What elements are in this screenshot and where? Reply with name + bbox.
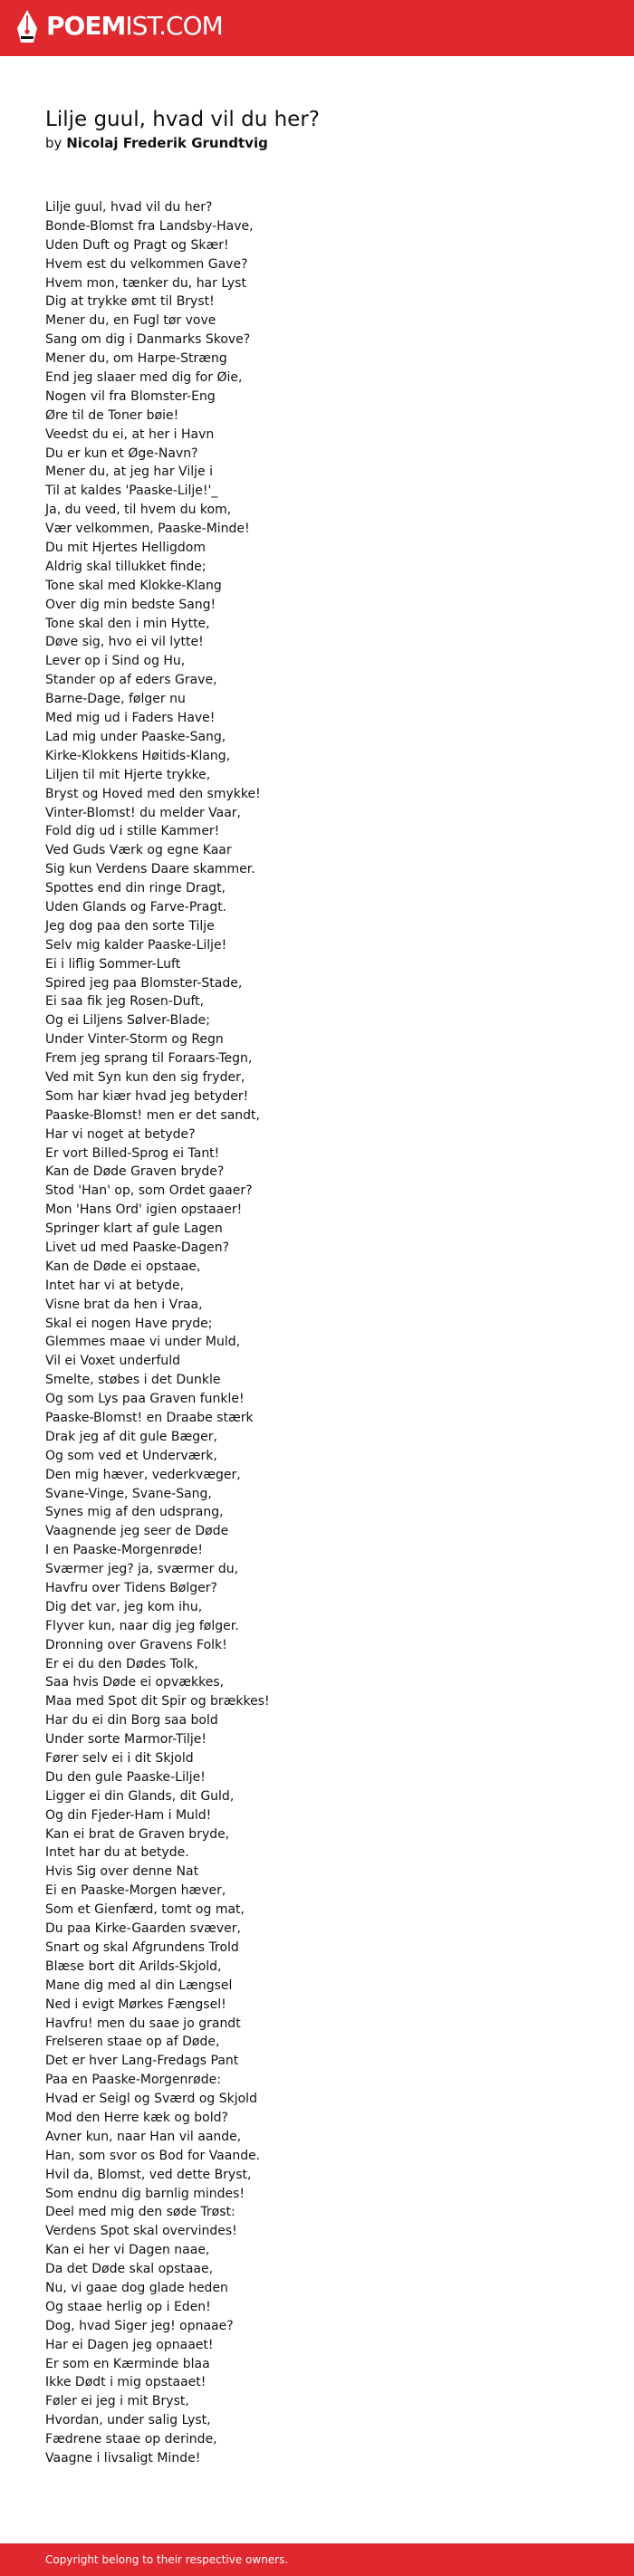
poem-line: Sig kun Verdens Daare skammer.: [45, 862, 255, 877]
poem-line: Synes mig af den udsprang,: [45, 1505, 224, 1520]
poem-line: Spired jeg paa Blomster-Stade,: [45, 975, 243, 991]
poem-line: Det er hver Lang-Fredags Pant: [45, 2054, 239, 2069]
poem-line: Dig at trykke ømt til Bryst!: [45, 294, 215, 310]
poem-line: Som endnu dig barnlig mindes!: [45, 2186, 245, 2201]
poem-line: Svane-Vinge, Svane-Sang,: [45, 1486, 212, 1501]
poem-body: [45, 198, 589, 2468]
poem-line: Barne-Dage, følger nu: [45, 692, 186, 707]
poem-line: Er som en Kærminde blaa: [45, 2356, 210, 2371]
poem-line: Under sorte Marmor-Tilje!: [45, 1732, 207, 1748]
poem-line: Som har kiær hvad jeg betyder!: [45, 1088, 249, 1104]
poem-line: Nu, vi gaae dog glade heden: [45, 2280, 228, 2295]
poem-line: Skal ei nogen Have pryde;: [45, 1316, 213, 1331]
poem-line: Og ei Liljens Sølver-Blade;: [45, 1013, 210, 1029]
poem-title: Lilje guul, hvad vil du her?: [45, 108, 320, 131]
poem-line: Nogen vil fra Blomster-Eng: [45, 388, 216, 404]
poem-line: Ei en Paaske-Morgen hæver,: [45, 1883, 226, 1899]
poem-line: Paaske-Blomst! en Draabe stærk: [45, 1411, 254, 1425]
poem-line: Veedst du ei, at her i Havn: [45, 426, 215, 442]
brand-bold: POEM: [46, 11, 126, 41]
poem-line: Ikke Dødt i mig opstaaet!: [45, 2375, 207, 2390]
poem-line: Ja, du veed, til hvem du kom,: [45, 503, 232, 518]
poem-line: Vær velkommen, Paaske-Minde!: [45, 522, 250, 537]
poem-line: Tone skal den i min Hytte,: [45, 616, 210, 631]
poem-line: Vaagne i livsaligt Minde!: [45, 2450, 201, 2466]
poem-line: Frem jeg sprang til Foraars-Tegn,: [45, 1051, 253, 1067]
poem-line: Øre til de Toner bøie!: [45, 407, 179, 423]
poem-line: Liljen til mit Hjerte trykke,: [45, 767, 211, 782]
poem-line: Stander op af eders Grave,: [45, 673, 217, 688]
poem-line: Og din Fjeder-Ham i Muld!: [45, 1807, 212, 1823]
poem-line: Saa hvis Døde ei opvækkes,: [45, 1675, 225, 1690]
poem-line: Ned i evigt Mørkes Fængsel!: [45, 1997, 226, 2012]
poem-line: Og som ved et Underværk,: [45, 1448, 217, 1463]
poem-line: Frelseren staae op af Døde,: [45, 2035, 220, 2050]
poem-line: Ligger ei din Glands, dit Guld,: [45, 1788, 235, 1804]
poem-line: Hvordan, under salig Lyst,: [45, 2413, 211, 2428]
poem-line: Ved Guds Værk og egne Kaar: [45, 843, 232, 858]
poem-line: Sang om dig i Danmarks Skove?: [45, 332, 251, 348]
poem-line: Med mig ud i Faders Have!: [45, 711, 216, 726]
poem-line: Du mit Hjertes Helligdom: [45, 541, 206, 556]
poem-line: Snart og skal Afgrundens Trold: [45, 1939, 239, 1955]
poem-line: Dog, hvad Siger jeg! opnaae?: [45, 2318, 234, 2333]
poem-line: Intet har du at betyde.: [45, 1845, 189, 1861]
copyright-text: Copyright belong to their respective owners.: [45, 2553, 289, 2566]
poem-line: Deel med mig den søde Trøst:: [45, 2205, 235, 2220]
poem-line: Livet ud med Paaske-Dagen?: [45, 1240, 230, 1255]
poem-line: Spottes end din ringe Dragt,: [45, 881, 226, 896]
poem-line: Havfru! men du saae jo grandt: [45, 2016, 241, 2031]
poem-line: End jeg slaaer med dig for Øie,: [45, 370, 243, 386]
poem-line: Som et Gienfærd, tomt og mat,: [45, 1902, 245, 1918]
poem-line: Blæse bort dit Arilds-Skjold,: [45, 1958, 222, 1974]
poem-line: Og som Lys paa Graven funkle!: [45, 1392, 245, 1407]
poem-line: Du paa Kirke-Gaarden svæver,: [45, 1921, 241, 1937]
poem-line: Lad mig under Paaske-Sang,: [45, 729, 226, 744]
poem-line: Kan ei her vi Dagen naae,: [45, 2243, 210, 2258]
poem-line: Har ei Dagen jeg opnaaet!: [45, 2337, 214, 2352]
poem-line: Vinter-Blomst! du melder Vaar,: [45, 805, 242, 820]
poem-line: Til at kaldes 'Paaske-Lilje!'_: [45, 484, 218, 499]
poem-line: Tone skal med Klokke-Klang: [45, 578, 222, 593]
poem-line: Paa en Paaske-Morgenrøde:: [45, 2073, 221, 2088]
poem-line: Vaagnende jeg seer de Døde: [45, 1524, 229, 1539]
author-name: Nicolaj Frederik Grundtvig: [66, 135, 268, 151]
poem-line: Er vort Billed-Sprog ei Tant!: [45, 1145, 220, 1161]
poem-line: Mon 'Hans Ord' igien opstaaer!: [45, 1202, 243, 1218]
poem-line: Kan de Døde Graven bryde?: [45, 1164, 225, 1180]
poem-line: Smelte, støbes i det Dunkle: [45, 1373, 221, 1388]
by-label: by: [45, 135, 62, 151]
byline: [45, 134, 268, 152]
poem-line: Over dig min bedste Sang!: [45, 597, 216, 612]
poem-line: Maa med Spot dit Spir og brækkes!: [45, 1694, 270, 1709]
poem-line: Fører selv ei i dit Skjold: [45, 1751, 194, 1767]
poem-line: Døve sig, hvo ei vil lytte!: [45, 635, 204, 650]
poem-line: Verdens Spot skal overvindes!: [45, 2224, 237, 2239]
poem-line: Uden Duft og Pragt og Skær!: [45, 237, 229, 253]
poem-line: Flyver kun, naar dig jeg følger.: [45, 1618, 239, 1633]
poem-line: Kan ei brat de Graven bryde,: [45, 1826, 230, 1842]
poem-line: Havfru over Tidens Bølger?: [45, 1581, 217, 1596]
site-footer: [0, 2543, 634, 2576]
poem-line: Springer klart af gule Lagen: [45, 1221, 223, 1237]
poem-line: Under Vinter-Storm og Regn: [45, 1032, 224, 1048]
poem-line: Mane dig med al din Længsel: [45, 1977, 233, 1993]
poem-line: Visne brat da hen i Vraa,: [45, 1297, 203, 1312]
poem-line: Du er kun et Øge-Navn?: [45, 445, 198, 461]
poem-line: Mener du, en Fugl tør vove: [45, 313, 216, 329]
poem-line: Er ei du den Dødes Tolk,: [45, 1656, 198, 1671]
poem-line: Ei saa fik jeg Rosen-Duft,: [45, 994, 205, 1010]
poem-line: Dronning over Gravens Folk!: [45, 1637, 227, 1652]
poem-line: Mener du, om Harpe-Stræng: [45, 351, 227, 367]
poem-line: Har du ei din Borg saa bold: [45, 1713, 218, 1729]
poem-line: Ved mit Syn kun den sig fryder,: [45, 1069, 245, 1085]
poem-line: Ei i liflig Sommer-Luft: [45, 956, 181, 972]
poem-line: Har vi noget at betyde?: [45, 1126, 196, 1142]
poem-line: Da det Døde skal opstaae,: [45, 2262, 214, 2277]
site-logo-link[interactable]: [16, 9, 223, 43]
poem-line: Glemmes maae vi under Muld,: [45, 1335, 241, 1350]
poem-line: Kirke-Klokkens Høitids-Klang,: [45, 748, 231, 763]
poem-line: Intet har vi at betyde,: [45, 1278, 185, 1293]
poem-line: Mod den Herre kæk og bold?: [45, 2110, 228, 2125]
poem-line: Sværmer jeg? ja, sværmer du,: [45, 1562, 239, 1577]
poem-line: Hvad er Seigl og Sværd og Skjold: [45, 2092, 257, 2107]
poem-line: Lever op i Sind og Hu,: [45, 654, 186, 669]
poem-line: Jeg dog paa den sorte Tilje: [45, 918, 215, 934]
poem-line: Mener du, at jeg har Vilje i: [45, 464, 213, 480]
poem-line: Stod 'Han' op, som Ordet gaaer?: [45, 1183, 253, 1199]
poem-line: Hvil da, Blomst, ved dette Bryst,: [45, 2167, 252, 2182]
poem-line: Fold dig ud i stille Kammer!: [45, 824, 220, 839]
poem-line: Vil ei Voxet underfuld: [45, 1354, 181, 1369]
poem-line: Du den gule Paaske-Lilje!: [45, 1769, 206, 1785]
poem-line: Aldrig skal tillukket finde;: [45, 559, 207, 574]
poem-line: Bonde-Blomst fra Landsby-Have,: [45, 218, 254, 234]
poem-line: Kan de Døde ei opstaae,: [45, 1259, 201, 1274]
site-header: [0, 0, 634, 56]
fountain-pen-nib-icon: [16, 9, 38, 43]
poem-line: Paaske-Blomst! men er det sandt,: [45, 1107, 260, 1123]
poem-line: Lilje guul, hvad vil du her?: [45, 200, 213, 215]
site-logo-text: [46, 9, 223, 43]
poem-line: Selv mig kalder Paaske-Lilje!: [45, 937, 227, 953]
poem-line: Føler ei jeg i mit Bryst,: [45, 2394, 189, 2409]
poem-line: Og staae herlig op i Eden!: [45, 2299, 211, 2314]
poem-line: Fædrene staae op derinde,: [45, 2432, 217, 2447]
brand-light: IST.COM: [125, 11, 223, 41]
poem-line: Hvis Sig over denne Nat: [45, 1864, 199, 1880]
poem-line: Den mig hæver, vederkvæger,: [45, 1467, 241, 1482]
poem-line: Bryst og Hoved med den smykke!: [45, 786, 261, 801]
poem-line: Drak jeg af dit gule Bæger,: [45, 1429, 217, 1444]
poem-line: Dig det var, jeg kom ihu,: [45, 1599, 203, 1614]
poem-line: Han, som svor os Bod for Vaande.: [45, 2148, 261, 2163]
poem-line: Avner kun, naar Han vil aande,: [45, 2129, 242, 2144]
poem-line: Hvem mon, tænker du, har Lyst: [45, 275, 246, 291]
poem-line: Hvem est du velkommen Gave?: [45, 256, 248, 272]
poem-line: I en Paaske-Morgenrøde!: [45, 1543, 204, 1558]
poem-line: Uden Glands og Farve-Pragt.: [45, 899, 227, 915]
